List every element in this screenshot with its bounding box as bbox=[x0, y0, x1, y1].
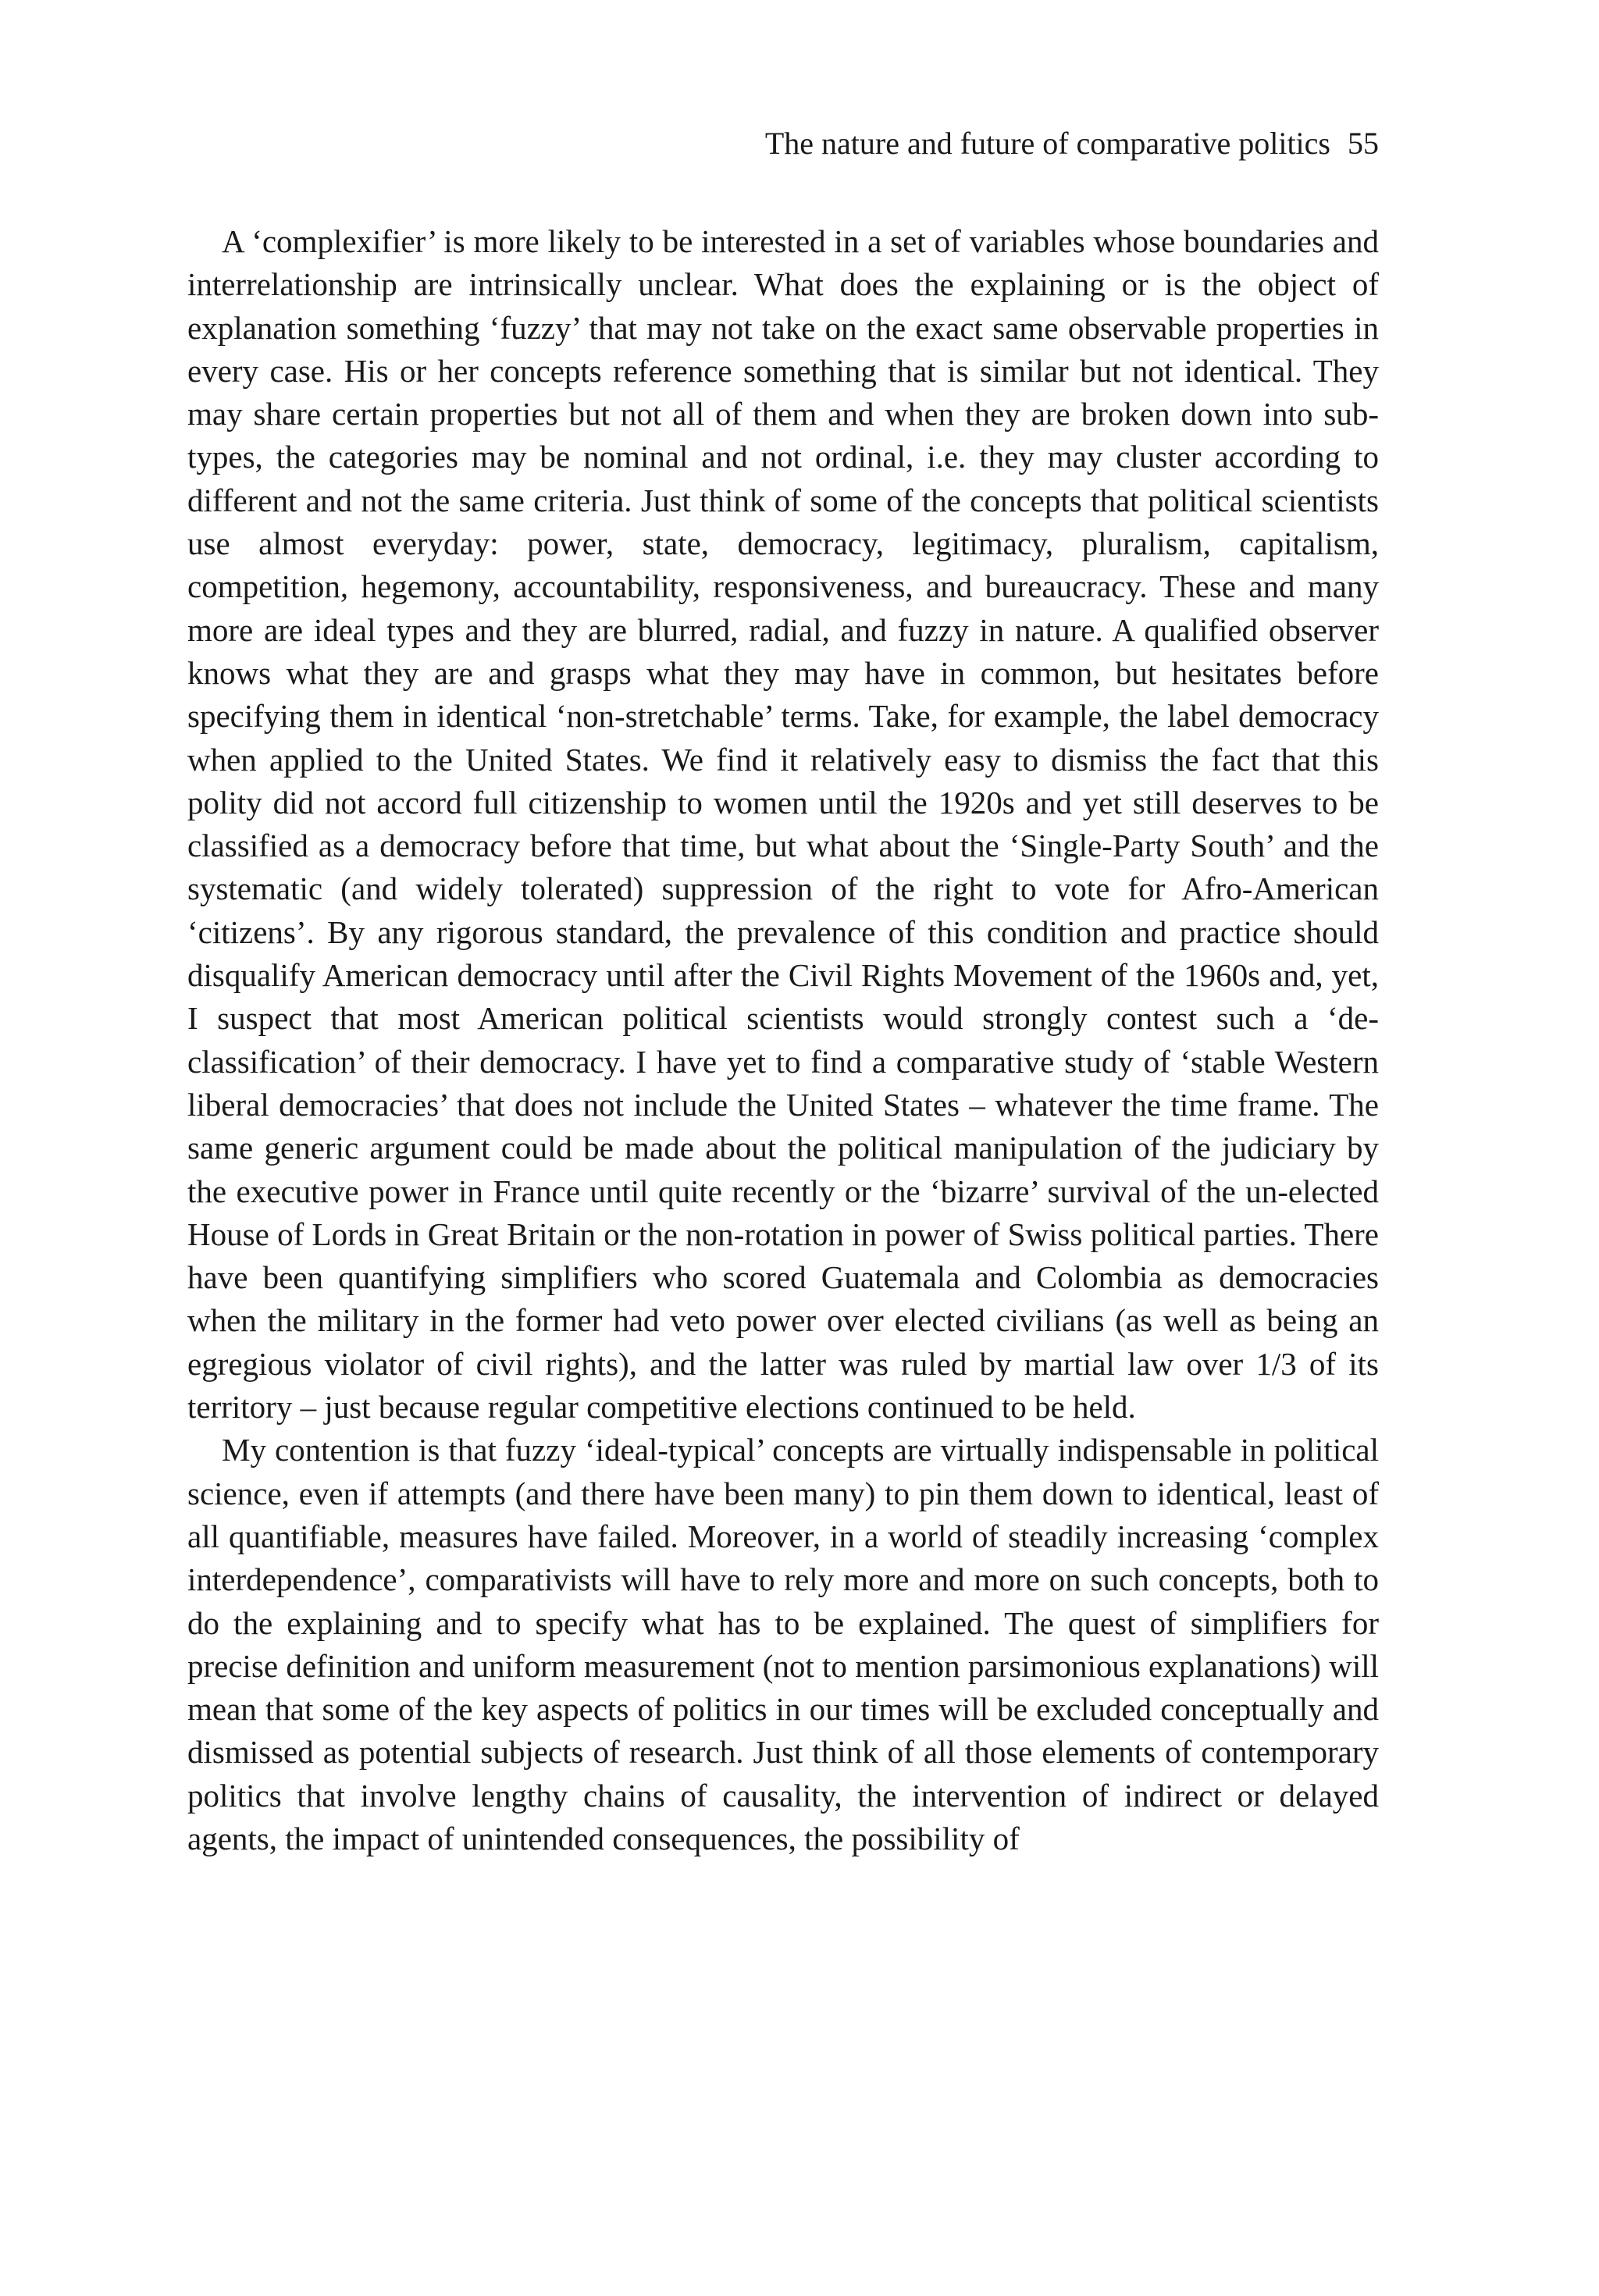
running-head bbox=[187, 123, 1379, 164]
paragraph-contention: My contention is that fuzzy ‘ideal-typical’ concepts are virtually indispensable in political science, even if attempts (and there have been many) to pin them down to identical, least of all quantifiable, measures have failed. Moreover, in a world of steadily increasing ‘complex interdependence’, comparativists will have to rely more and more on such concepts, both to do the explaining and to specify what has to be explained. The quest of simplifiers for precise definition and uniform measurement (not to mention parsimonious explanations) will mean that some of the key aspects of politics in our times will be excluded conceptually and dismissed as potential subjects of research. Just think of all those elements of contemporary politics that involve lengthy chains of causality, the intervention of indirect or delayed agents, the impact of unintended consequences, the possibility of bbox=[187, 1432, 1379, 1856]
page-number: 55 bbox=[1348, 126, 1379, 161]
running-head-title: The nature and future of comparative politics bbox=[764, 126, 1330, 161]
paragraph-complexifier: A ‘complexifier’ is more likely to be interested in a set of variables whose boundaries and interrelationship are intrinsically unclear. What does the explaining or is the object of explanation something ‘fuzzy’ that may not take on the exact same observable properties in every case. His or her concepts reference something that is similar but not identical. They may share certain properties but not all of them and when they are broken down into sub-types, the categories may be nominal and not ordinal, i.e. they may cluster according to different and not the same criteria. Just think of some of the concepts that political scientists use almost everyday: power, state, democracy, legitimacy, pluralism, capitalism, competition, hegemony, accountability, responsiveness, and bureaucracy. These and many more are ideal types and they are blurred, radial, and fuzzy in nature. A qualified observer knows what they are and grasps what they may have in common, but hesitates before specifying them in identical ‘non-stretchable’ terms. Take, for example, the label democracy when applied to the United States. We find it relatively easy to dismiss the fact that this polity did not accord full citizenship to women until the 1920s and yet still deserves to be classified as a democracy before that time, but what about the ‘Single-Party South’ and the systematic (and widely tolerated) suppression of the right to vote for Afro-American ‘citizens’. By any rigorous standard, the prevalence of this condition and practice should disqualify American democracy until after the Civil Rights Movement of the 1960s and, yet, I suspect that most American political scientists would strongly contest such a ‘de-classification’ of their democracy. I have yet to find a comparative study of ‘stable Western liberal democracies’ that does not include the United States – whatever the time frame. The same generic argument could be made about the political manipulation of the judiciary by the executive power in France until quite recently or the ‘bizarre’ survival of the un-elected House of Lords in Great Britain or the non-rotation in power of Swiss political parties. There have been quantifying simplifiers who scored Guatemala and Colombia as democracies when the military in the former had veto power over elected civilians (as well as being an egregious violator of civil rights), and the latter was ruled by martial law over 1/3 of its territory – just because regular competitive elections continued to be held. bbox=[187, 223, 1379, 1426]
body-text bbox=[187, 220, 1379, 1860]
